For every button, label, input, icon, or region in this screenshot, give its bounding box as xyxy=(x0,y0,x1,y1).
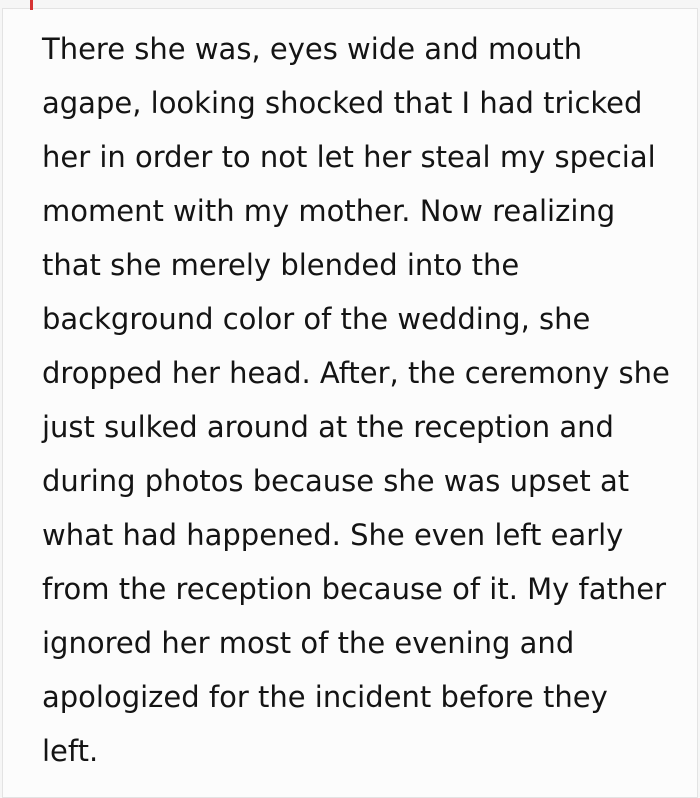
text-line: left. xyxy=(42,734,99,768)
post-text-card xyxy=(2,8,698,798)
story-paragraph xyxy=(3,9,697,778)
text-line: moment with my mother. Now realizing xyxy=(42,194,616,228)
text-line: There she was, eyes wide and mouth xyxy=(42,32,583,66)
text-line: ignored her most of the evening and xyxy=(42,626,575,660)
text-line: from the reception because of it. My father xyxy=(42,572,667,606)
text-line: what had happened. She even left early xyxy=(42,518,624,552)
text-line: apologized for the incident before they xyxy=(42,680,608,714)
text-line: background color of the wedding, she xyxy=(42,302,591,336)
red-caret-mark xyxy=(30,0,33,10)
text-line: that she merely blended into the xyxy=(42,248,520,282)
text-line: agape, looking shocked that I had tricked xyxy=(42,86,643,120)
text-line: her in order to not let her steal my special xyxy=(42,140,656,174)
text-line: during photos because she was upset at xyxy=(42,464,630,498)
text-line: just sulked around at the reception and xyxy=(42,410,614,444)
text-line: dropped her head. After, the ceremony she xyxy=(42,356,670,390)
